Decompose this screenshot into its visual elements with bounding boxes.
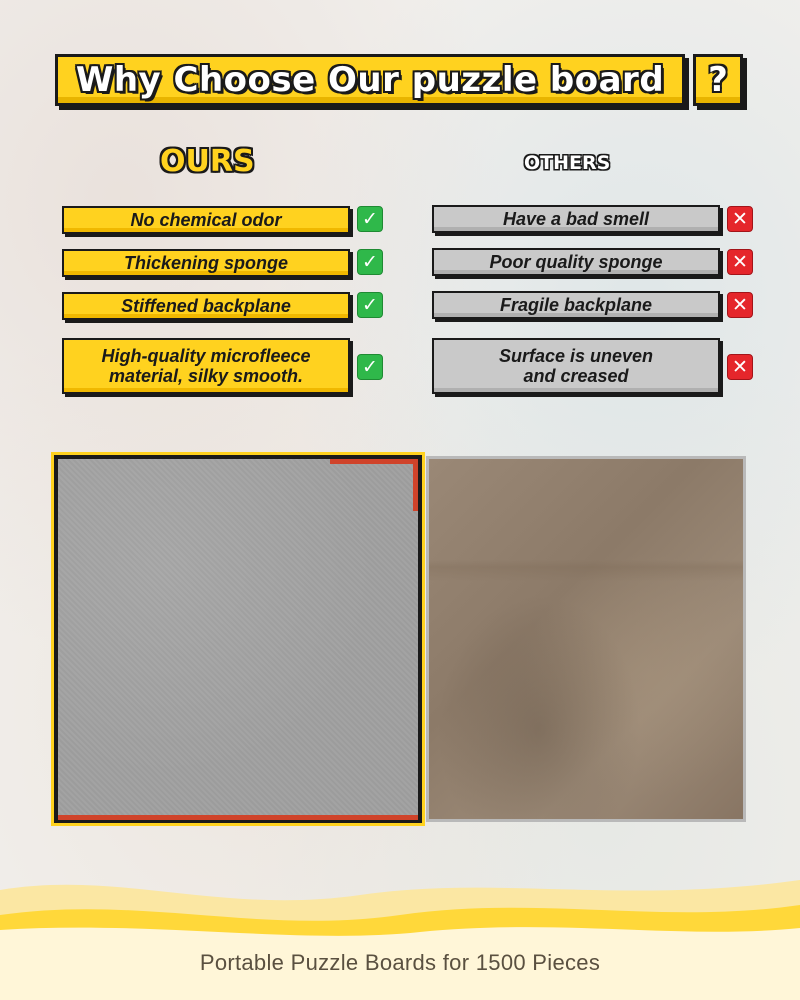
footer-caption: Portable Puzzle Boards for 1500 Pieces (199, 950, 601, 975)
others-item (432, 338, 720, 394)
corner-accent (413, 459, 418, 511)
ours-fabric-photo (54, 455, 422, 823)
ours-item-label: Stiffened backplane (121, 296, 291, 316)
ours-item (62, 338, 350, 394)
question-icon (693, 54, 743, 106)
cross-icon: ✕ (727, 292, 753, 318)
ours-item-label: Thickening sponge (123, 253, 288, 273)
cross-icon: ✕ (727, 354, 753, 380)
ours-heading: OURS (160, 144, 255, 179)
ours-item (62, 249, 350, 277)
title-banner (55, 54, 685, 106)
check-icon: ✓ (357, 206, 383, 232)
ours-item (62, 206, 350, 234)
footer-wave (0, 860, 800, 1000)
ours-item-label: High-quality microfleece material, silky smooth. (101, 346, 311, 386)
others-item-label: Have a bad smell (502, 209, 650, 229)
check-icon: ✓ (357, 249, 383, 275)
corner-accent (330, 459, 416, 464)
check-icon: ✓ (357, 292, 383, 318)
check-icon: ✓ (357, 354, 383, 380)
ours-item (62, 292, 350, 320)
question-mark: ? (708, 60, 728, 100)
others-item (432, 248, 720, 276)
page-title: Why Choose Our puzzle board (75, 60, 665, 100)
others-item-label: Poor quality sponge (489, 252, 663, 272)
others-fabric-photo (426, 456, 746, 822)
others-item-label: Fragile backplane (499, 295, 653, 315)
ours-item-label: No chemical odor (130, 210, 282, 230)
others-heading: OTHERS (524, 152, 611, 174)
cross-icon: ✕ (727, 206, 753, 232)
bottom-accent (58, 815, 418, 820)
others-item (432, 291, 720, 319)
cross-icon: ✕ (727, 249, 753, 275)
others-item (432, 205, 720, 233)
others-item-label: Surface is uneven and creased (498, 346, 654, 386)
